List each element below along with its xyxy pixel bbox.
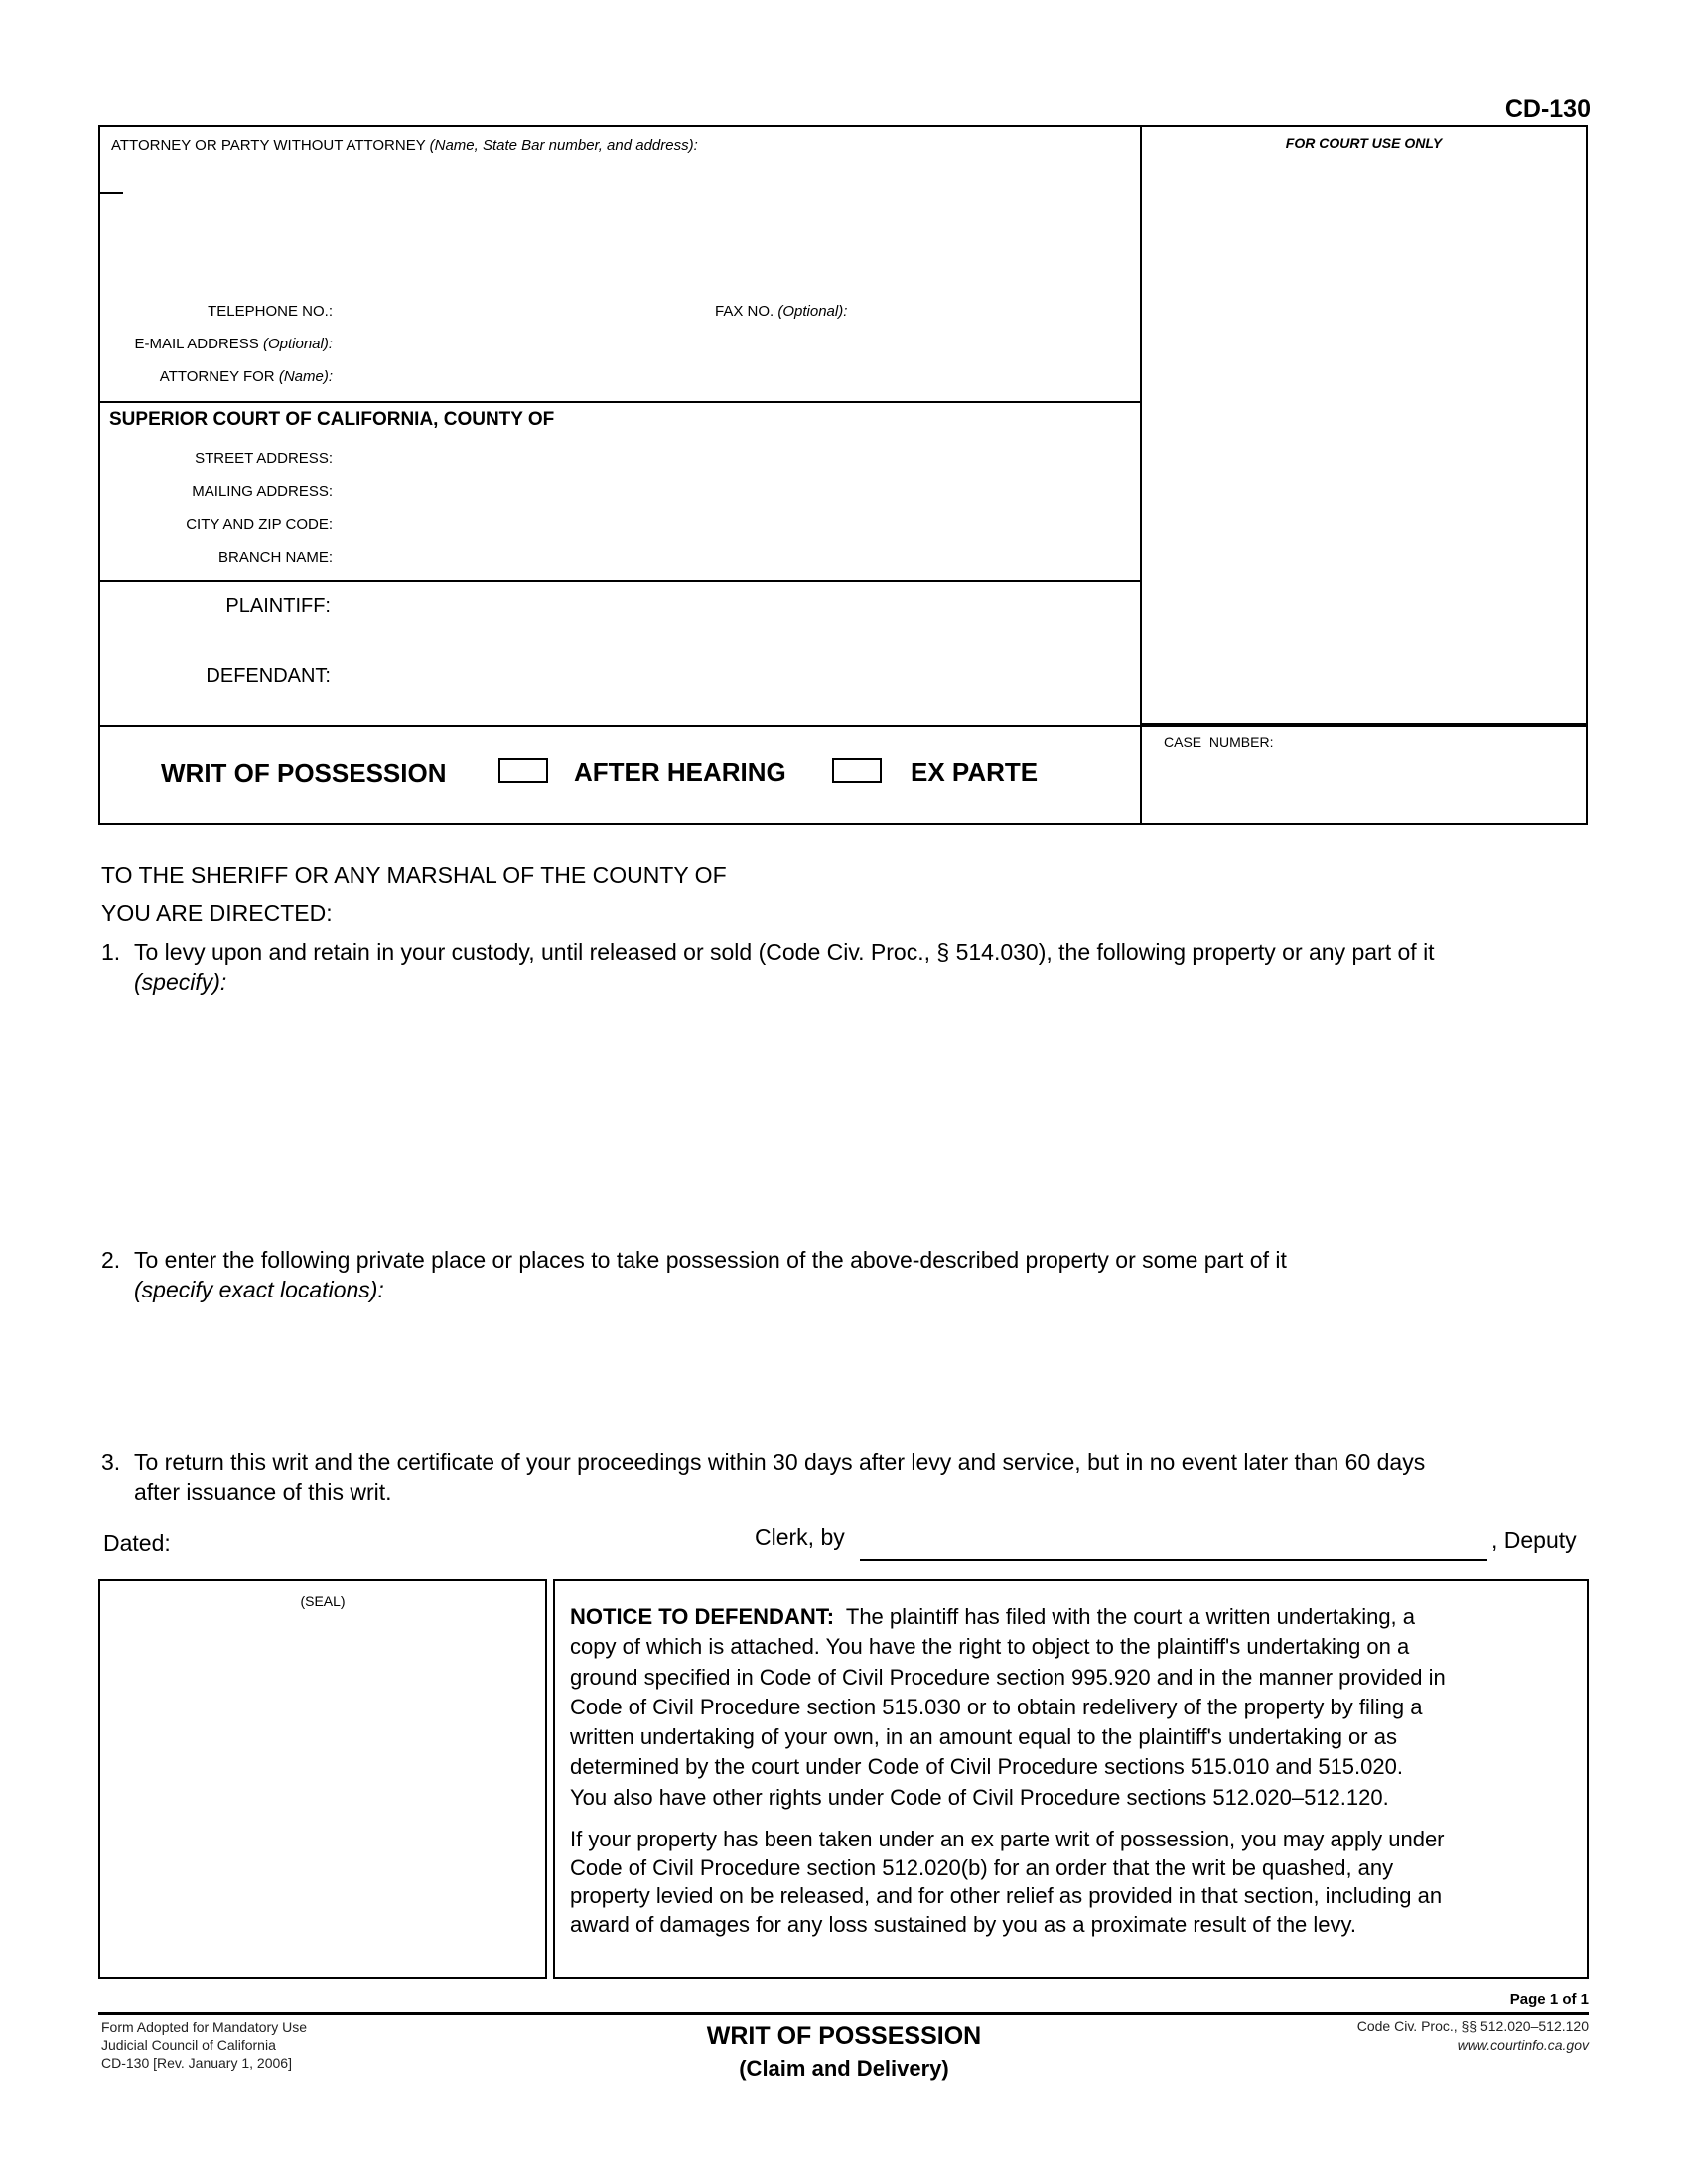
ex-parte-checkbox[interactable] [832,758,882,783]
notice-p1-line: written undertaking of your own, in an amount equal to the plaintiff's undertaking or as [570,1724,1397,1750]
clerk-label: Clerk, by [755,1524,845,1550]
deputy-label: , Deputy [1491,1527,1577,1553]
notice-p1-line: Code of Civil Procedure section 515.030 or to obtain redelivery of the property by filing a [570,1694,1423,1719]
attorney-name-field[interactable] [111,164,1124,293]
email-field[interactable] [338,333,1122,354]
notice-heading: NOTICE TO DEFENDANT: [570,1604,835,1629]
notice-p1-line: determined by the court under Code of Civil Procedure sections 515.010 and 515.020. [570,1754,1403,1780]
branch-name-field[interactable] [338,546,1122,568]
item-1-text: To levy upon and retain in your custody, until released or sold (Code Civ. Proc., § 514.030), the following property or any part of it [134,939,1435,965]
court-use-label: FOR COURT USE ONLY [1285,135,1443,151]
footer-rule [98,2012,1589,2015]
form-adopted-line: CD-130 [Rev. January 1, 2006] [101,2055,292,2071]
form-adopted-line: Judicial Council of California [101,2037,276,2053]
footer-code: Code Civ. Proc., §§ 512.020–512.120 [1356,2018,1589,2034]
plaintiff-field[interactable] [343,593,1122,620]
case-number-field[interactable] [1162,759,1569,809]
city-zip-field[interactable] [338,513,1122,535]
sheriff-county-field[interactable] [799,860,1584,887]
notice-p1-line: You also have other rights under Code of Civil Procedure sections 512.020–512.120. [570,1784,1389,1810]
notice-text [570,1602,1583,1939]
case-number-label: CASE NUMBER: [1164,734,1274,750]
ex-parte-label: EX PARTE [911,757,1039,787]
item-2-text: To enter the following private place or places to take possession of the above-described property or some part of it [134,1247,1287,1273]
after-hearing-label: AFTER HEARING [574,757,786,787]
city-zip-label: CITY AND ZIP CODE: [186,516,333,533]
county-field[interactable] [635,407,1122,431]
to-sheriff-text: TO THE SHERIFF OR ANY MARSHAL OF THE COUNTY OF [101,862,727,887]
date-field[interactable] [184,1524,720,1552]
item-2-locations-field[interactable] [134,1310,1584,1439]
form-adopted-line: Form Adopted for Mandatory Use [101,2019,307,2035]
item-3-text: To return this writ and the certificate of your proceedings within 30 days after levy and service, but in no event later than 60 days [134,1449,1426,1475]
dated-label: Dated: [103,1530,171,1556]
footer-subtitle: (Claim and Delivery) [739,2056,949,2081]
notice-p2-line: If your property has been taken under an ex parte writ of possession, you may apply under [570,1827,1445,1852]
item-1-number: 1. [101,939,121,965]
item-2-specify: (specify exact locations): [134,1277,384,1302]
form-number: CD-130 [1504,95,1591,123]
defendant-label: DEFENDANT: [206,665,331,687]
item-1-property-field[interactable] [134,1003,1584,1231]
street-address-field[interactable] [338,447,1122,469]
you-are-directed-text: YOU ARE DIRECTED: [101,900,333,926]
notice-p1-line: The plaintiff has filed with the court a written undertaking, a [845,1604,1416,1629]
branch-name-label: BRANCH NAME: [217,549,333,566]
seal-label: (SEAL) [300,1593,346,1609]
after-hearing-checkbox[interactable] [498,758,548,783]
notice-p1-line: ground specified in Code of Civil Procedure section 995.920 and in the manner provided in [570,1664,1446,1690]
attorney-for-label: ATTORNEY FOR (Name): [159,368,333,385]
footer-title: WRIT OF POSSESSION [706,2022,982,2050]
court-title: SUPERIOR COURT OF CALIFORNIA, COUNTY OF [109,409,555,430]
street-address-label: STREET ADDRESS: [195,450,333,467]
notice-p2-line: award of damages for any loss sustained by you as a proximate result of the levy. [570,1911,1356,1937]
mailing-address-field[interactable] [338,480,1122,502]
plaintiff-label: PLAINTIFF: [225,595,331,616]
footer-website-link[interactable]: www.courtinfo.ca.gov [1457,2037,1589,2053]
attorney-for-field[interactable] [338,365,1122,387]
court-use-box [1140,125,1588,725]
notice-p1-line: copy of which is attached. You have the right to object to the plaintiff's undertaking on a [570,1634,1410,1660]
page-number: Page 1 of 1 [1509,1991,1589,2008]
seal-box [98,1579,547,1979]
item-3-text-continued: after issuance of this writ. [134,1479,392,1505]
attorney-label: ATTORNEY OR PARTY WITHOUT ATTORNEY (Name, State Bar number, and address): [111,137,698,154]
email-label: E-MAIL ADDRESS (Optional): [134,336,333,352]
mailing-address-label: MAILING ADDRESS: [192,483,333,500]
fax-label: FAX NO. (Optional): [715,303,848,320]
form-adopted-text [101,2018,307,2072]
notice-paragraph-2 [570,1826,1583,1939]
writ-title: WRIT OF POSSESSION [161,758,447,788]
item-2-number: 2. [101,1247,121,1273]
item-3-number: 3. [101,1449,121,1475]
clerk-signature-line[interactable] [860,1529,1487,1561]
notice-paragraph-1 [570,1602,1583,1813]
telephone-field[interactable] [338,300,705,322]
telephone-label: TELEPHONE NO.: [208,303,333,320]
notice-p2-line: Code of Civil Procedure section 512.020(b) for an order that the writ be quashed, any [570,1854,1394,1880]
notice-p2-line: property levied on be released, and for other relief as provided in that section, including an [570,1883,1443,1909]
defendant-field[interactable] [343,663,1122,691]
item-1-specify: (specify): [134,969,227,995]
fax-field[interactable] [869,300,1137,322]
